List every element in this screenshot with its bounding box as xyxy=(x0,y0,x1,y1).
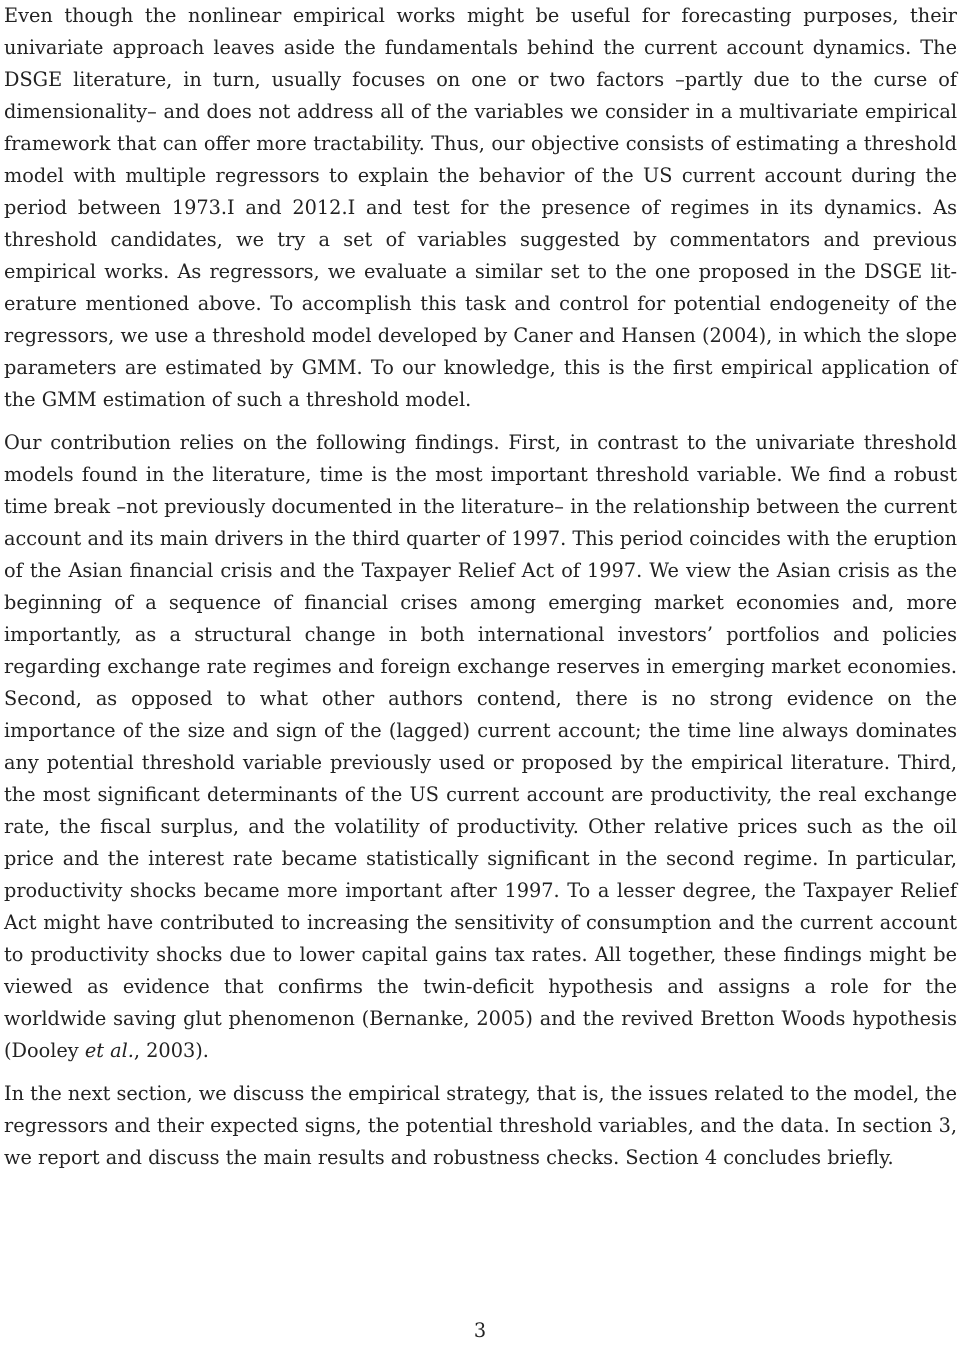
paragraph-motivation: Even though the nonlinear empirical works might be useful for forecasting purposes, their univariate approach leaves aside the fundamentals behind the current account dynamics. The DSGE literature, in turn, usually focuses on one or two factors –partly due to the curse of dimensionality– and does not address all of the variables we consider in a multivariate empirical framework that can offer more tractability. Thus, our objective consists of estimating a threshold model with multiple regressors to explain the behavior of the US current account during the period between 1973.I and 2012.I and test for the presence of regimes in its dynamics. As threshold candidates, we try a set of variables suggested by commentators and previous empirical works. As regressors, we evaluate a similar set to the one proposed in the DSGE literature mentioned above. To accomplish this task and control for potential endogeneity of the regressors, we use a threshold model developed by Caner and Hansen (2004), in which the slope parameters are estimated by GMM. To our knowledge, this is the first empirical application of the GMM estimation of such a threshold model. xyxy=(4,4,957,411)
citation-et-al: et al. xyxy=(84,1039,134,1062)
paragraph-outline: In the next section, we discuss the empirical strategy, that is, the issues related to the model, the regressors and their expected signs, the potential threshold variables, and the data. In section 3, we report and discuss the main results and robustness checks. Section 4 concludes briefly. xyxy=(4,1082,957,1169)
document-body xyxy=(4,0,957,1174)
paragraph-contribution xyxy=(4,427,957,1067)
paragraph-contribution-text: Our contribution relies on the following findings. First, in contrast to the univariate threshold models found in the literature, time is the most important threshold variable. We find a robust time break –not previously documented in the literature– in the relationship between the current account and its main drivers in the third quarter of 1997. This period coincides with the eruption of the Asian financial crisis and the Taxpayer Relief Act of 1997. We view the Asian crisis as the beginning of a sequence of financial crises among emerging market economies and, more importantly, as a structural change in both international investors’ portfolios and policies regarding exchange rate regimes and foreign exchange reserves in emerging market economies. Second, as opposed to what other authors contend, there is no strong evidence on the importance of the size and sign of the (lagged) current account; the time line always dominates any potential threshold variable previously used or proposed by the empirical literature. Third, the most significant determinants of the US current account are productivity, the real exchange rate, the fiscal surplus, and the volatility of productivity. Other relative prices such as the oil price and the interest rate became statistically significant in the second regime. In particular, productivity shocks became more important after 1997. To a lesser degree, the Taxpayer Relief Act might have contributed to increasing the sensitivity of consumption and the current account to productivity shocks due to lower capital gains tax rates. All together, these findings might be viewed as evidence that confirms the twin-deficit hypothesis and assigns a role for the worldwide saving glut phenomenon (Bernanke, 2005) and the revived Bretton Woods hypothesis (Dooley xyxy=(4,431,957,1062)
citation-year: , 2003). xyxy=(133,1039,209,1062)
page-number: 3 xyxy=(473,1319,487,1342)
